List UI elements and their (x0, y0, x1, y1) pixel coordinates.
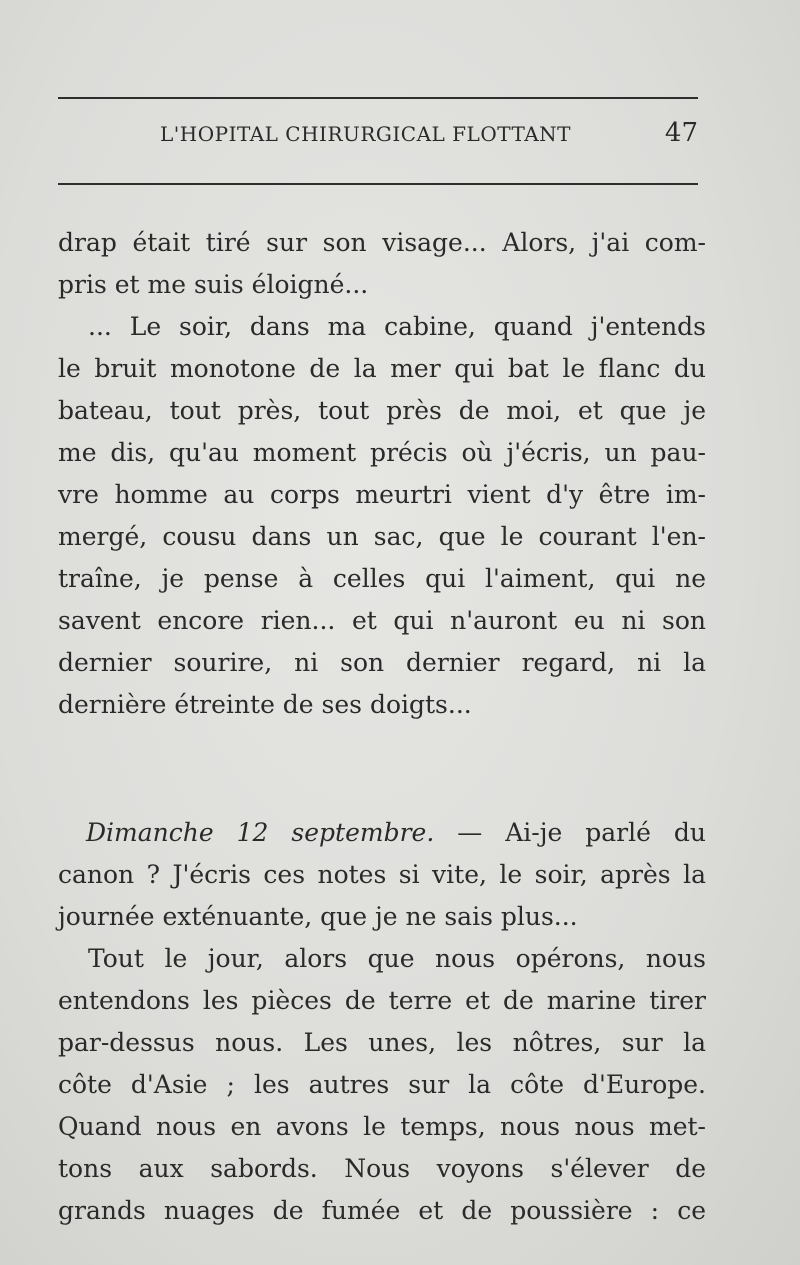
text-line: côte d'Asie ; les autres sur la côte d'Europe. (58, 1070, 706, 1099)
text-line: le bruit monotone de la mer qui bat le flanc du (58, 354, 706, 383)
text-line: bateau, tout près, tout près de moi, et que je (58, 396, 706, 425)
text-line: grands nuages de fumée et de poussière : ce (58, 1196, 706, 1225)
text-line: dernière étreinte de ses doigts... (58, 690, 472, 719)
entry-date: Dimanche 12 septembre. (86, 818, 435, 847)
text-line: traîne, je pense à celles qui l'aiment, qui ne (58, 564, 706, 593)
body-text (58, 222, 706, 1232)
text-line: savent encore rien... et qui n'auront eu ni son (58, 606, 706, 635)
text-line: entendons les pièces de terre et de marine tirer (58, 986, 706, 1015)
header-rule-top (58, 97, 698, 99)
text-line: Quand nous en avons le temps, nous nous met- (58, 1112, 706, 1141)
running-head (58, 118, 698, 154)
section-gap (58, 726, 706, 812)
header-rule-bottom (58, 183, 698, 185)
text-line: dernier sourire, ni son dernier regard, ni la (58, 648, 706, 677)
entry-date-line (58, 812, 706, 854)
text-line: Tout le jour, alors que nous opérons, nous (88, 944, 706, 973)
text-line: pris et me suis éloigné... (58, 270, 369, 299)
text-line: tons aux sabords. Nous voyons s'élever de (58, 1154, 706, 1183)
text-line: drap était tiré sur son visage... Alors, j'ai com- (58, 228, 706, 257)
entry-first-line-rest: — Ai-je parlé du (434, 818, 706, 847)
text-line: par-dessus nous. Les unes, les nôtres, sur la (58, 1028, 706, 1057)
page-number: 47 (664, 118, 698, 148)
text-line: mergé, cousu dans un sac, que le courant l'en- (58, 522, 706, 551)
text-line: vre homme au corps meurtri vient d'y être im- (58, 480, 706, 509)
text-line: me dis, qu'au moment précis où j'écris, un pau- (58, 438, 706, 467)
text-line: canon ? J'écris ces notes si vite, le soir, après la (58, 860, 706, 889)
text-line: journée exténuante, que je ne sais plus... (58, 902, 578, 931)
running-title: L'HOPITAL CHIRURGICAL FLOTTANT (160, 122, 571, 146)
text-line: ... Le soir, dans ma cabine, quand j'entends (88, 312, 706, 341)
